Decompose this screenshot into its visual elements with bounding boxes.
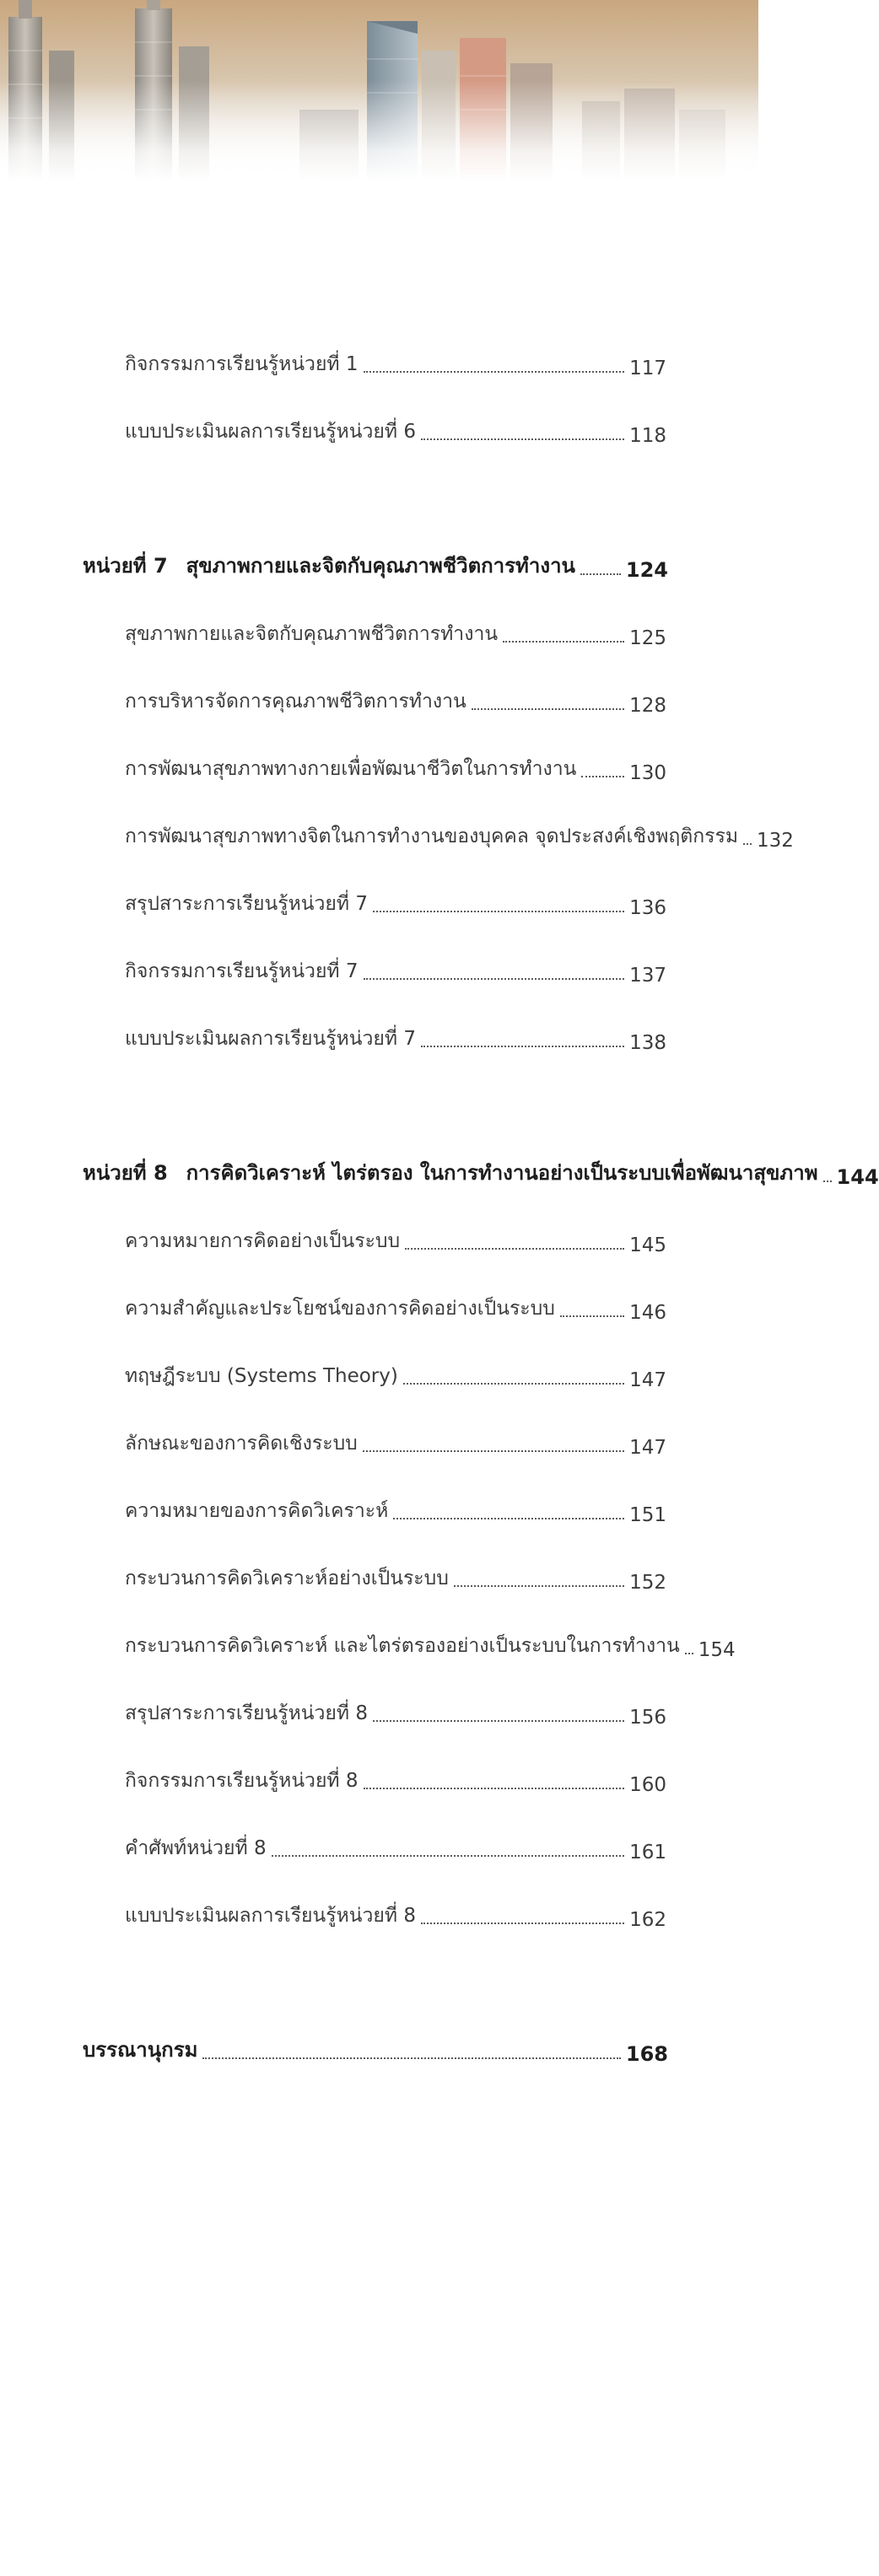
bibliography-title: บรรณานุกรม	[83, 2038, 198, 2062]
unit-page: 144	[836, 1165, 879, 1189]
toc-entry-title: การบริหารจัดการคุณภาพชีวิตการทำงาน	[125, 691, 466, 713]
toc-leader-dots	[272, 1855, 624, 1857]
toc-entry[interactable]	[125, 1762, 666, 1796]
toc-entry[interactable]	[125, 413, 666, 447]
toc-leader-dots	[503, 641, 624, 643]
city-skyline-banner	[0, 0, 758, 181]
unit-label: หน่วยที่ 7	[83, 554, 168, 578]
toc-entry-title: คำศัพท์หน่วยที่ 8	[125, 1837, 267, 1859]
banner-fade	[0, 80, 758, 181]
toc-entry-page: 146	[629, 1302, 666, 1324]
toc-leader-dots	[364, 1788, 625, 1789]
toc-unit-7-heading[interactable]	[83, 548, 668, 582]
toc-entry-page: 151	[629, 1504, 666, 1526]
toc-entry-page: 152	[629, 1572, 666, 1594]
toc-leader-dots	[364, 978, 625, 980]
toc-entry[interactable]	[125, 1290, 666, 1324]
toc-entry-title: กิจกรรมการเรียนรู้หน่วยที่ 8	[125, 1770, 359, 1792]
toc-entry-title: สรุปสาระการเรียนรู้หน่วยที่ 8	[125, 1702, 368, 1724]
toc-entry-title: ทฤษฎีระบบ (Systems Theory)	[125, 1365, 398, 1387]
toc-entry-page: 162	[629, 1909, 666, 1931]
unit-title: การคิดวิเคราะห์ ไตร่ตรอง ในการทำงานอย่างเป็นระบบเพื่อพัฒนาสุขภาพ	[186, 1161, 818, 1185]
toc-entry[interactable]	[125, 1830, 666, 1863]
toc-leader-dots	[581, 776, 624, 777]
toc-entry-page: 154	[698, 1639, 736, 1661]
toc-entry[interactable]	[125, 1627, 736, 1661]
toc-entry-page: 118	[629, 425, 666, 447]
toc-entry-page: 130	[629, 762, 666, 784]
toc-leader-dots	[393, 1518, 624, 1519]
toc-entry-page: 128	[629, 695, 666, 717]
toc-entry-title: การพัฒนาสุขภาพทางกายเพื่อพัฒนาชีวิตในการทำงาน	[125, 758, 577, 780]
toc-entry-title: ลักษณะของการคิดเชิงระบบ	[125, 1433, 358, 1455]
toc-leader-dots	[403, 1383, 624, 1385]
unit-label: หน่วยที่ 8	[83, 1161, 168, 1185]
toc-entry[interactable]	[125, 885, 666, 919]
toc-leader-dots	[472, 708, 624, 710]
toc-entry-title: แบบประเมินผลการเรียนรู้หน่วยที่ 8	[125, 1905, 416, 1927]
toc-entry-title: ความสำคัญและประโยชน์ของการคิดอย่างเป็นระบบ	[125, 1298, 555, 1320]
toc-leader-dots	[685, 1653, 693, 1654]
toc-entry-title: กระบวนการคิดวิเคราะห์ และไตร่ตรองอย่างเป็นระบบในการทำงาน	[125, 1635, 680, 1657]
toc-entry-page: 117	[629, 358, 666, 379]
toc-leader-dots	[373, 911, 624, 912]
bibliography-page: 168	[625, 2042, 668, 2066]
toc-entry-page: 147	[629, 1369, 666, 1391]
toc-leader-dots	[421, 1046, 624, 1047]
toc-entry-title: การพัฒนาสุขภาพทางจิตในการทำงานของบุคคล จุดประสงค์เชิงพฤติกรรม	[125, 826, 739, 847]
toc-entry[interactable]	[125, 1358, 666, 1391]
toc-entry[interactable]	[125, 1020, 666, 1054]
toc-entry-title: ความหมายการคิดอย่างเป็นระบบ	[125, 1230, 401, 1252]
toc-entry-page: 138	[629, 1032, 666, 1054]
toc-leader-dots	[421, 438, 624, 440]
toc-leader-dots	[580, 573, 621, 575]
toc-entry-page: 125	[629, 627, 666, 649]
toc-entry-page: 160	[629, 1774, 666, 1796]
toc-leader-dots	[421, 1923, 624, 1924]
toc-unit-8-heading[interactable]	[83, 1155, 879, 1189]
toc-entry[interactable]	[125, 1425, 666, 1459]
toc-leader-dots	[202, 2057, 620, 2059]
toc-entry-title: แบบประเมินผลการเรียนรู้หน่วยที่ 7	[125, 1028, 416, 1050]
toc-entry-page: 137	[629, 965, 666, 987]
toc-leader-dots	[560, 1315, 624, 1317]
toc-entry-title: ความหมายของการคิดวิเคราะห์	[125, 1500, 389, 1522]
toc-bibliography[interactable]	[83, 2032, 668, 2066]
toc-leader-dots	[823, 1180, 832, 1182]
toc-entry[interactable]	[125, 1695, 666, 1729]
toc-leader-dots	[364, 371, 625, 373]
toc-entry[interactable]	[125, 818, 794, 852]
toc-entry-title: สุขภาพกายและจิตกับคุณภาพชีวิตการทำงาน	[125, 623, 499, 645]
toc-entry-page: 156	[629, 1707, 666, 1729]
toc-entry[interactable]	[125, 1223, 666, 1256]
toc-entry[interactable]	[125, 1492, 666, 1526]
toc-entry-title: กิจกรรมการเรียนรู้หน่วยที่ 7	[125, 960, 359, 982]
toc-entry-page: 136	[629, 897, 666, 919]
toc-entry-title: แบบประเมินผลการเรียนรู้หน่วยที่ 6	[125, 421, 416, 443]
toc-leader-dots	[454, 1585, 624, 1587]
toc-entry[interactable]	[125, 616, 666, 649]
toc-entry[interactable]	[125, 750, 666, 784]
toc-leader-dots	[373, 1720, 624, 1722]
toc-entry-page: 145	[629, 1234, 666, 1256]
toc-leader-dots	[405, 1248, 624, 1250]
toc-entry-title: สรุปสาระการเรียนรู้หน่วยที่ 7	[125, 893, 368, 915]
toc-entry-title: กระบวนการคิดวิเคราะห์อย่างเป็นระบบ	[125, 1568, 449, 1589]
toc-entry-page: 147	[629, 1437, 666, 1459]
toc-entry[interactable]	[125, 953, 666, 987]
toc-leader-dots	[363, 1450, 624, 1452]
toc-entry-page: 132	[757, 830, 794, 852]
unit-title: สุขภาพกายและจิตกับคุณภาพชีวิตการทำงาน	[186, 554, 575, 578]
toc-entry[interactable]	[125, 346, 666, 379]
toc-entry-title: กิจกรรมการเรียนรู้หน่วยที่ 1	[125, 353, 359, 375]
unit-page: 124	[625, 558, 668, 582]
toc-leader-dots	[743, 843, 752, 845]
toc-entry-page: 161	[629, 1842, 666, 1863]
toc-entry[interactable]	[125, 683, 666, 717]
toc-entry[interactable]	[125, 1560, 666, 1594]
toc-entry[interactable]	[125, 1897, 666, 1931]
